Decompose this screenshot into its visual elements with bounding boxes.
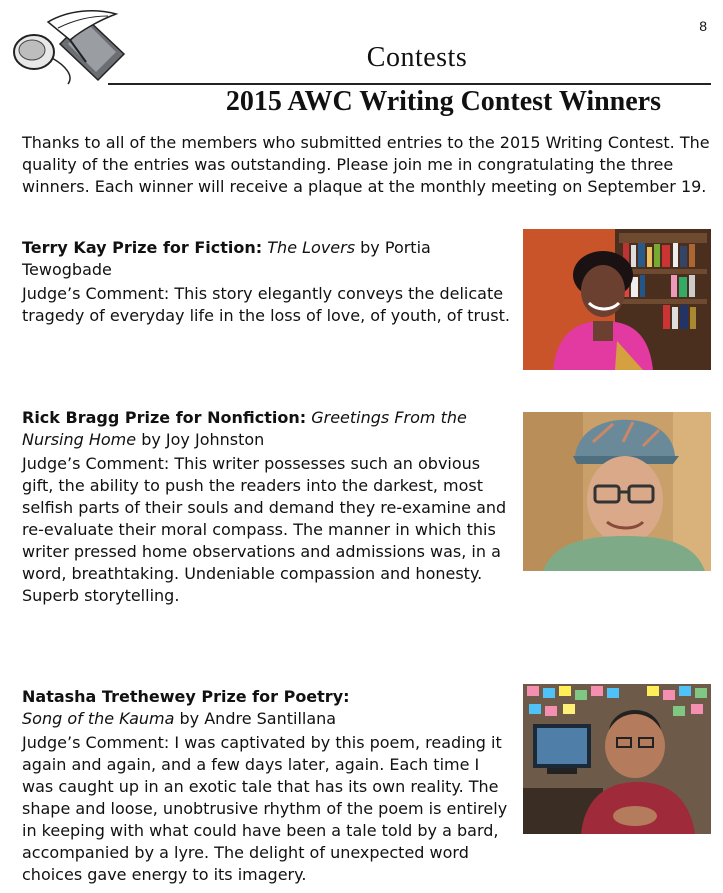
page-number: 8 [699, 18, 707, 34]
header-divider [108, 83, 711, 85]
prize-name: Terry Kay Prize for Fiction: [22, 238, 263, 257]
judge-comment: Judge’s Comment: This story elegantly conveys the delicate tragedy of everyday life in the loss of love, of youth, of trust. [22, 284, 510, 325]
judge-comment: Judge’s Comment: This writer possesses such an obvious gift, the ability to push the readers into the darkest, most selfish parts of their souls and demand they re-examine and re-evaluate their moral compass. The manner in which this writer pressed home observations and admissions was, in a word, breathtaking. Undeniable compassion and honesty. Superb storytelling. [22, 454, 507, 605]
entry-heading [22, 686, 512, 730]
entry-heading [22, 407, 512, 451]
section-title: Contests [366, 42, 468, 73]
winner-photo-fiction [523, 229, 711, 370]
author-byline: by Joy Johnston [136, 430, 265, 449]
winner-entry-nonfiction [22, 407, 512, 607]
judge-comment: Judge’s Comment: I was captivated by this poem, reading it again and again, and a few days later, again. Each time I was caught up in an exotic tale that has its own reality. The shape and loose, unobtrusive rhythm of the poem is entirely in keeping with what could have been a tale told by a bard, accompanied by a lyre. The delight of unexpected word choices gave energy to its imagery. [22, 733, 508, 884]
author-byline: by Andre Santillana [174, 709, 337, 728]
winner-photo-nonfiction [523, 412, 711, 571]
article-intro: Thanks to all of the members who submitted entries to the 2015 Writing Contest. The quality of the entries was outstanding. Please join me in congratulating the three winners. Each winner will receive a plaque at the monthly meeting on September 19. [22, 133, 710, 196]
work-title: Song of the Kauma [22, 709, 175, 728]
entry-heading [22, 237, 512, 281]
work-title: Greetings From the Nursing Home [22, 408, 467, 449]
winner-entry-fiction [22, 237, 512, 327]
winner-entry-poetry [22, 686, 512, 886]
article-headline: 2015 AWC Writing Contest Winners [225, 86, 661, 117]
work-title: The Lovers [267, 238, 356, 257]
prize-name: Natasha Trethewey Prize for Poetry: [22, 687, 350, 706]
author-byline: by Portia Tewogbade [22, 238, 431, 279]
prize-name: Rick Bragg Prize for Nonfiction: [22, 408, 307, 427]
winner-photo-poetry [523, 684, 711, 834]
quill-and-mouse-logo-icon [8, 6, 128, 86]
